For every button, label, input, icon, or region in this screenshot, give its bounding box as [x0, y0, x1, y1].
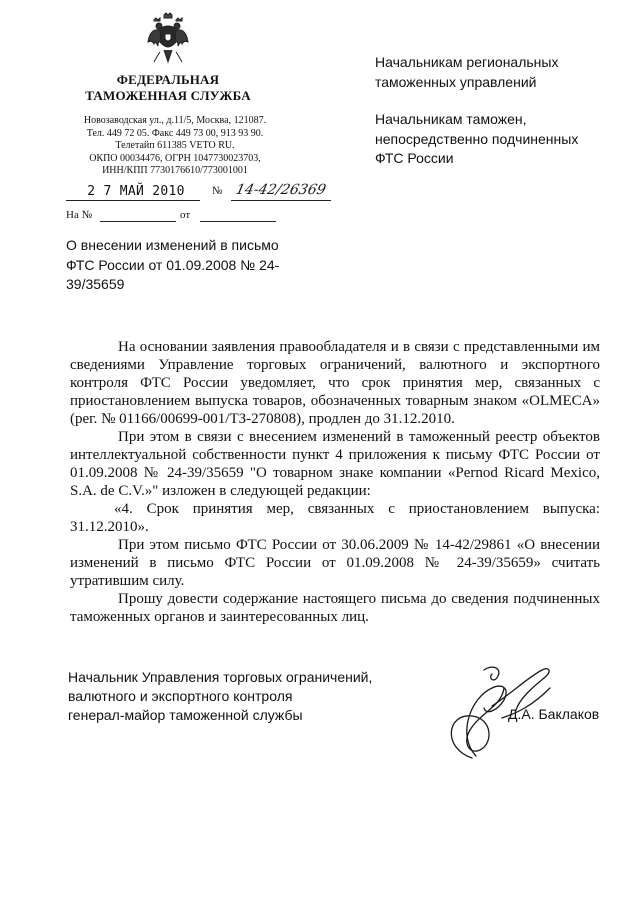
- address-line: Новозаводская ул., д.11/5, Москва, 121087.: [83, 115, 267, 126]
- signatory-title-line: Начальник Управления торговых ограничений,: [68, 669, 373, 685]
- registration-date: 2 7 МАЙ 2010: [87, 184, 185, 199]
- reference-row: [66, 208, 326, 226]
- agency-line: ТАМОЖЕННАЯ СЛУЖБА: [85, 88, 251, 103]
- signatory-title: [68, 668, 408, 725]
- number-underline: [231, 200, 331, 201]
- registration-row: [66, 182, 326, 206]
- recipient-line: таможенных управлений: [375, 73, 537, 90]
- recipient-group: [375, 110, 605, 169]
- subject: [66, 236, 306, 295]
- recipient-line: Начальникам региональных: [375, 54, 559, 70]
- subject-line: ФТС России от 01.09.2008 № 24-: [66, 256, 280, 273]
- reference-number-line: [100, 221, 176, 222]
- address-line: ОКПО 00034476, ОГРН 1047730023703,: [89, 152, 261, 164]
- date-underline: [66, 200, 200, 201]
- body-paragraph: На основании заявления правообладателя и в связи с представленными им сведениями Управление торговых ограничений, валютного и экспортного контроля ФТС России уведомляет, что срок принятия мер, связанных с приостановлением выпуска товаров, обозначенных товарным знаком «OLMECA» (рег. № 01166/00699-001/ТЗ-270808), продлен до 31.12.2010.: [70, 339, 600, 427]
- subject-line: О внесении изменений в письмо: [66, 237, 279, 253]
- agency-line: ФЕДЕРАЛЬНАЯ: [116, 72, 220, 87]
- body-paragraph: При этом в связи с внесением изменений в таможенный реестр объектов интеллектуальной собственности пункт 4 приложения к письму ФТС России от 01.09.2008 № 24-39/35659 "О товарном знаке компании «Pernod Ricard Mexico, S.A. de C.V.»" изложен в следующей редакции:: [70, 429, 600, 499]
- number-label: №: [212, 185, 223, 197]
- body-paragraph: Прошу довести содержание настоящего письма до сведения подчиненных таможенных органов и заинтересованных лиц.: [70, 591, 600, 625]
- address-line: Телетайп 611385 VETO RU.: [115, 140, 235, 152]
- letter-body: [70, 338, 600, 626]
- subject-line: 39/35659: [66, 276, 125, 292]
- body-paragraph: «4. Срок принятия мер, связанных с приостановлением выпуска: 31.12.2010».: [70, 501, 600, 535]
- recipient-line: ФТС России: [375, 150, 454, 166]
- address-line: Тел. 449 72 05. Факс 449 73 00, 913 93 90.: [86, 127, 264, 139]
- signatory-name: Д.А. Баклаков: [508, 706, 600, 722]
- recipients: [375, 53, 605, 187]
- coat-of-arms-icon: [146, 12, 190, 68]
- recipient-line: непосредственно подчиненных: [375, 130, 579, 147]
- agency-address: [60, 115, 290, 178]
- recipient-group: [375, 53, 605, 92]
- signatory-title-line: валютного и экспортного контроля: [68, 688, 293, 704]
- address-line: ИНН/КПП 7730176610/773001001: [102, 165, 248, 177]
- agency-name: [68, 72, 268, 104]
- signatory-title-line: генерал-майор таможенной службы: [68, 707, 303, 723]
- reference-date-line: [200, 221, 276, 222]
- registration-number: 14-42/26369: [234, 182, 328, 198]
- body-paragraph: При этом письмо ФТС России от 30.06.2009 № 14-42/29861 «О внесении изменений в письмо ФТС России от 01.09.2008 № 24-39/35659» считать утратившим силу.: [70, 537, 600, 589]
- reference-from-label: от: [180, 209, 191, 221]
- recipient-line: Начальникам таможен,: [375, 111, 527, 127]
- reference-number-label: На №: [66, 209, 93, 221]
